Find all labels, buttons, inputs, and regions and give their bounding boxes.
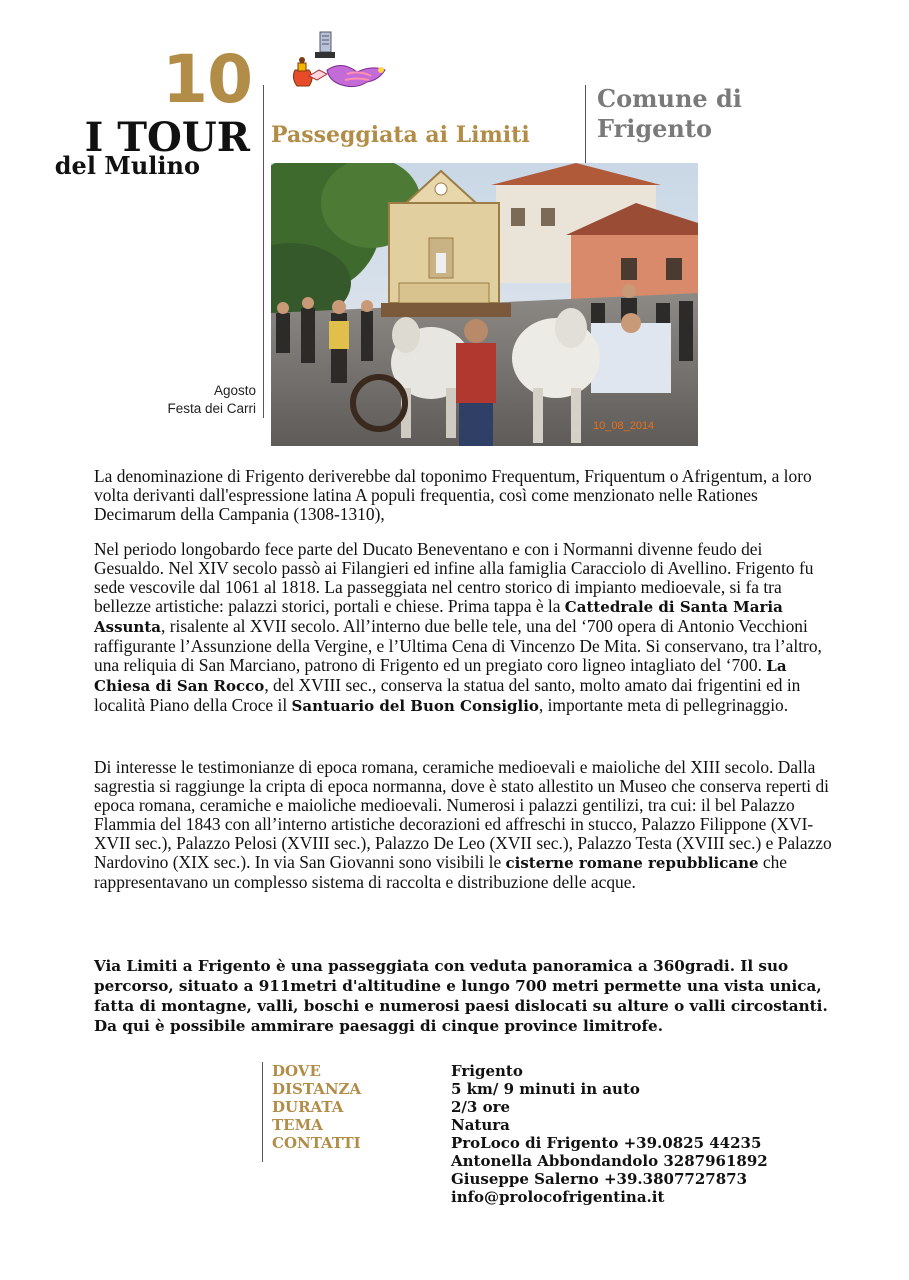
- label-dove: DOVE: [272, 1062, 321, 1080]
- header-divider-left: [263, 85, 264, 418]
- via-limiti-paragraph: Via Limiti a Frigento è una passeggiata con veduta panoramica a 360gradi. Il suo percorso, situato a 911metri d'altitudine e lungo 700 metri permette una vista unica, fatta di montagne, valli, boschi e numerosi paesi dislocati su alture o valli circostanti. Da qui è possibile ammirare paesaggi di cinque province limitrofe.: [94, 957, 828, 1035]
- value-durata: 2/3 ore: [451, 1098, 511, 1116]
- label-contatti: CONTATTI: [272, 1134, 361, 1152]
- value-tema: Natura: [451, 1116, 510, 1134]
- history-paragraph: Nel periodo longobardo fece parte del Ducato Beneventano e con i Normanni divenne feudo dei Gesualdo. Nel XIV secolo passò ai Filangieri ed infine alla famiglia Caracciolo di Avellino. Frigento fu sede vescovile dal 1061 al 1818. La passeggiata nel centro storico di impianto medioevale, si fa tra bellezze artistiche: palazzi storici, portali e chiese. Prima tappa è la Cattedrale di Santa Maria Assunta, risalente al XVII secolo. All’interno due belle tele, una del ‘700 opera di Antonio Vecchioni raffigurante l’Assunzione della Vergine, e l’Ultima Cena di Vincenzo De Mita. Si conservano, tra l’altro, una reliquia di San Marciano, patrono di Frigento ed un pregiato coro ligneo intagliato del ‘700. La Chiesa di San Rocco, del XVIII sec., conserva la statua del santo, molto amato dai frigentini ed in località Piano della Croce il Santuario del Buon Consiglio, importante meta di pellegrinaggio.: [94, 539, 822, 715]
- value-contatti-email[interactable]: info@prolocofrigentina.it: [451, 1188, 665, 1206]
- label-distanza: DISTANZA: [272, 1080, 362, 1098]
- section-title: Passeggiata ai Limiti: [271, 122, 530, 148]
- cattedrale-name: Cattedrale di Santa Maria Assunta: [94, 598, 783, 636]
- info-values: [451, 1062, 768, 1206]
- photo-date-stamp: 10_08_2014: [593, 420, 655, 432]
- info-divider: [262, 1062, 263, 1162]
- value-contatti-salerno: Giuseppe Salerno +39.3807727873: [451, 1170, 748, 1188]
- municipality-name: Comune di Frigento: [597, 84, 742, 143]
- heritage-paragraph: Di interesse le testimonianze di epoca romana, ceramiche medioevali e maioliche del XIII secolo. Dalla sagrestia si raggiunge la cripta di epoca normanna, dove è stato allestito un Museo che conserva reperti di epoca romana, ceramiche e maioliche medioevali. Numerosi i palazzi gentilizi, tra cui: il bel Palazzo Flammia del 1843 con all’interno artistiche decorazioni ed affreschi in stucco, Palazzo Filippone (XVI-XVII sec.), Palazzo Pelosi (XVIII sec.), Palazzo De Leo (XVII sec.), Palazzo Testa (XVIII sec.) e Palazzo Nardovino (XIX sec.). In via San Giovanni sono visibili le cisterne romane repubblicane che rappresentavano un complesso sistema di raccolta e distribuzione delle acque.: [94, 757, 832, 892]
- festa-dei-carri-photo: [271, 163, 698, 446]
- santuario-name: Santuario del Buon Consiglio: [291, 697, 539, 715]
- tour-title: I TOUR: [84, 114, 250, 161]
- value-distanza: 5 km/ 9 minuti in auto: [451, 1080, 640, 1098]
- label-tema: TEMA: [272, 1116, 323, 1134]
- value-contatti-proloco: ProLoco di Frigento +39.0825 44235: [451, 1134, 762, 1152]
- value-dove: Frigento: [451, 1062, 523, 1080]
- tour-subtitle: del Mulino: [54, 151, 200, 180]
- label-durata: DURATA: [272, 1098, 344, 1116]
- chiesa-san-rocco-name: La Chiesa di San Rocco: [94, 657, 787, 695]
- mill-logo-icon: [287, 30, 392, 98]
- info-labels: [272, 1062, 361, 1152]
- tour-number: 10: [162, 41, 252, 118]
- header-divider-right: [585, 85, 586, 163]
- cisterne-name: cisterne romane repubblicane: [505, 854, 759, 872]
- intro-paragraph: La denominazione di Frigento deriverebbe dal toponimo Frequentum, Friquentum o Afrigentum, a loro volta derivanti dall'espressione latina A populi frequentia, così come menzionato nelle Rationes Decimarum della Campania (1308-1310),: [94, 466, 812, 524]
- value-contatti-abbondandolo: Antonella Abbondandolo 3287961892: [451, 1152, 768, 1170]
- photo-caption: Agosto Festa dei Carri: [167, 383, 256, 416]
